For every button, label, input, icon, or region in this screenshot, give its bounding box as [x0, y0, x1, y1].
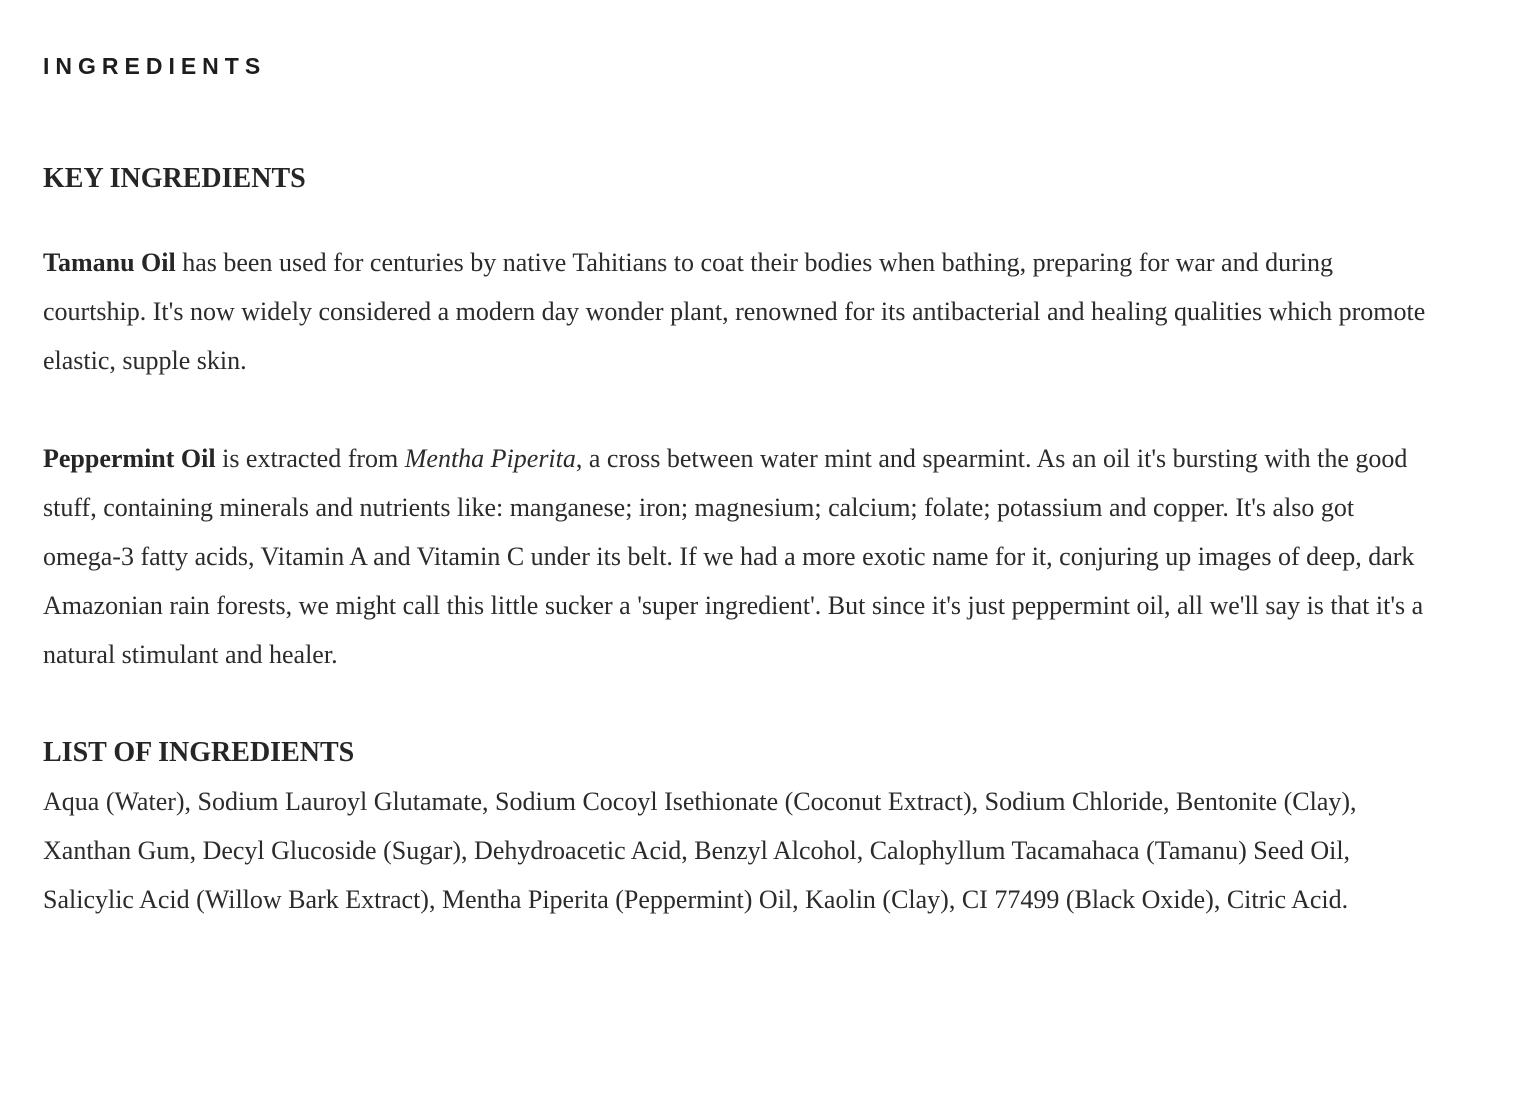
tamanu-oil-name: Tamanu Oil — [43, 248, 176, 277]
ingredients-section-title: INGREDIENTS — [43, 53, 267, 79]
list-of-ingredients-heading: LIST OF INGREDIENTS — [43, 737, 355, 768]
peppermint-oil-description: , a cross between water mint and spearmint. As an oil it's bursting with the good stuff, containing minerals and nutrients like: manganese; iron; magnesium; calcium; folate; potassium and copper. It's also got omega-3 fatty acids, Vitamin A and Vitamin C under its belt. If we had a more exotic name for it, conjuring up images of deep, dark Amazonian rain forests, we might call this little sucker a 'super ingredient'. But since it's just peppermint oil, all we'll say is that it's a natural stimulant and healer. — [43, 444, 1424, 669]
peppermint-oil-intro: is extracted from — [215, 444, 405, 473]
ingredients-content — [43, 162, 1433, 924]
tamanu-oil-description: has been used for centuries by native Tahitians to coat their bodies when bathing, preparing for war and during courtship. It's now widely considered a modern day wonder plant, renowned for its antibacterial and healing qualities which promote elastic, supple skin. — [43, 248, 1426, 375]
tamanu-oil-paragraph — [43, 238, 1433, 385]
key-ingredients-heading: KEY INGREDIENTS — [43, 163, 306, 194]
mentha-piperita-botanical-name: Mentha Piperita — [404, 444, 576, 473]
ingredients-list-text: Aqua (Water), Sodium Lauroyl Glutamate, Sodium Cocoyl Isethionate (Coconut Extract), Sodium Chloride, Bentonite (Clay), Xanthan Gum, Decyl Glucoside (Sugar), Dehydroacetic Acid, Benzyl Alcohol, Calophyllum Tacamahaca (Tamanu) Seed Oil, Salicylic Acid (Willow Bark Extract), Mentha Piperita (Peppermint) Oil, Kaolin (Clay), CI 77499 (Black Oxide), Citric Acid. — [43, 787, 1357, 914]
peppermint-oil-paragraph — [43, 434, 1433, 679]
peppermint-oil-name: Peppermint Oil — [43, 444, 216, 473]
